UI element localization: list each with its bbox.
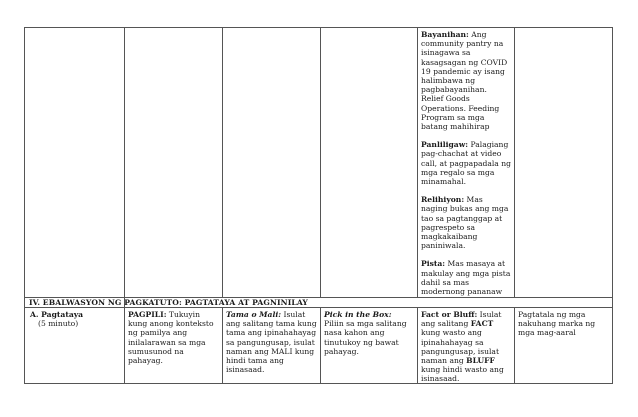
section-heading: [25, 298, 612, 308]
pagpili-cell: [125, 308, 222, 367]
panliligaw-term: Panliligaw:: [421, 140, 469, 150]
column-divider: [514, 28, 515, 298]
remarks-text: Pagtatala ng mga nakuhang marka ng mga mag-aaral: [518, 310, 596, 338]
fact-bluff-text-1: Isulat ang salitang: [421, 310, 502, 329]
assessment-label-cell: [25, 308, 124, 330]
remarks-cell: [515, 308, 612, 340]
pista-term: Pista:: [421, 259, 446, 269]
relihiyon-text: Mas naging bukas ang mga tao sa pagtanggap at pagrespeto sa magkakaibang paniniwala.: [421, 195, 509, 251]
pagpili-term: PAGPILI:: [128, 310, 167, 319]
fact-bluff-text-2: kung wasto ang ipinahahayag sa pangungusap, isulat naman ang: [421, 328, 500, 366]
column-divider: [222, 28, 223, 298]
bayanihan-term: Bayanihan:: [421, 30, 469, 39]
tama-mali-text: Isulat ang salitang tama kung tama ang ipinahahayag sa pangungusap, isulat naman ang MALI kung hindi tama ang isinasaad.: [226, 310, 317, 375]
pista-text: Mas masaya at makulay ang mga pista dahil sa mas modernong pananaw: [421, 259, 511, 297]
pick-box-cell: [321, 308, 417, 358]
column-divider: [320, 28, 321, 298]
lesson-plan-table: [24, 27, 613, 384]
pista-paragraph: [421, 259, 511, 297]
pick-box-term: Pick in the Box:: [324, 310, 392, 319]
panliligaw-paragraph: [421, 140, 511, 186]
section-title: IV. EBALWASYON NG PAGKATUTO: PAGTATAYA AT PAGNINILAY: [29, 298, 308, 307]
bayanihan-paragraph: [421, 30, 511, 131]
pagpili-text: Tukuyin kung anong konteksto ng pamilya ang inilalarawan sa mga sumusunod na pahayag.: [128, 310, 214, 366]
examples-cell: [418, 28, 514, 297]
pick-box-text: Piliin sa mga salitang nasa kahon ang tinutukoy ng bawat pahayag.: [324, 319, 407, 356]
panliligaw-text: Palagiang pag-chachat at video call, at pagpapadala ng mga regalo sa mga minamahal.: [421, 140, 511, 187]
fact-bluff-text-3: kung hindi wasto ang isinasaad.: [421, 365, 504, 384]
bluff-keyword: BLUFF: [466, 356, 495, 366]
assessment-duration: (5 minuto): [38, 319, 79, 329]
assessment-label: A. Pagtataya: [30, 310, 84, 319]
fact-bluff-cell: [418, 308, 514, 386]
tama-mali-cell: [223, 308, 320, 376]
tama-mali-term: Tama o Mali:: [226, 310, 282, 319]
relihiyon-paragraph: [421, 195, 511, 250]
relihiyon-term: Relihiyon:: [421, 195, 465, 205]
fact-bluff-term: Fact or Bluff:: [421, 310, 478, 319]
bayanihan-text: Ang community pantry na isinagawa sa kasagsagan ng COVID 19 pandemic ay isang halimbawa ng pagbabayanihan. Relief Goods Operations. Feeding Program sa mga batang mahihirap: [421, 30, 508, 132]
fact-keyword: FACT: [470, 319, 494, 329]
